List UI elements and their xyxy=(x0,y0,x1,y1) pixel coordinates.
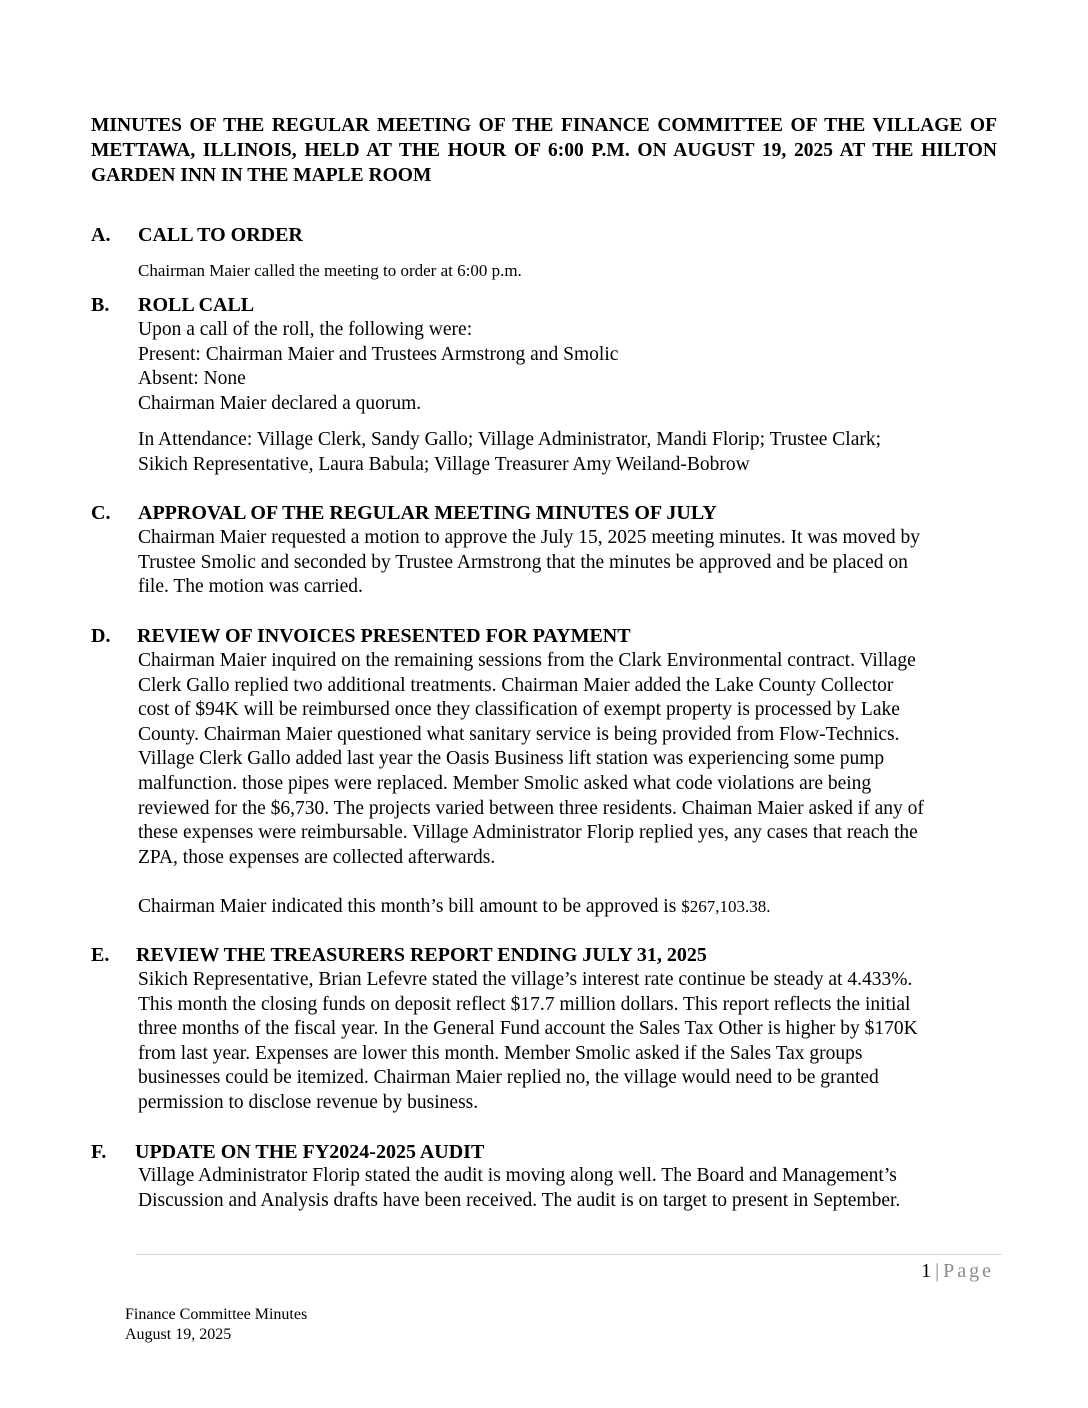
page-number xyxy=(921,1258,994,1284)
text-line: County. Chairman Maier questioned what sanitary service is being provided from Flow-Technics. xyxy=(138,723,900,745)
document-title: MINUTES OF THE REGULAR MEETING OF THE FINANCE COMMITTEE OF THE VILLAGE OF METTAWA, ILLINOIS, HELD AT THE HOUR OF 6:00 P.M. ON AUGUST 19, 2025 AT THE HILTON GARDEN INN IN THE MAPLE ROOM xyxy=(91,115,997,186)
bill-text: Chairman Maier indicated this month’s bill amount to be approved is xyxy=(138,896,682,917)
text-line: Chairman Maier requested a motion to approve the July 15, 2025 meeting minutes. It was moved by xyxy=(138,527,920,548)
text-line: Absent: None xyxy=(138,368,246,390)
section-c-heading: APPROVAL OF THE REGULAR MEETING MINUTES OF JULY xyxy=(138,502,717,524)
page-separator: | xyxy=(935,1260,940,1282)
text-line: Upon a call of the roll, the following were: xyxy=(138,319,473,340)
section-c-body xyxy=(138,526,1008,600)
text-line: from last year. Expenses are lower this month. Member Smolic asked if the Sales Tax groups xyxy=(138,1042,863,1064)
text-line: Sikich Representative, Brian Lefevre stated the village’s interest rate continue be steady at 4.433%. xyxy=(138,969,913,990)
text-line: Chairman Maier inquired on the remaining sessions from the Clark Environmental contract. Village xyxy=(138,650,916,671)
section-b-body xyxy=(138,318,1008,416)
text-line: Chairman Maier declared a quorum. xyxy=(138,392,422,414)
section-a-heading: CALL TO ORDER xyxy=(138,224,303,246)
text-line: Village Clerk Gallo added last year the Oasis Business lift station was experiencing some pump xyxy=(138,748,885,770)
text-line: Village Administrator Florip stated the audit is moving along well. The Board and Management’s xyxy=(138,1165,897,1186)
section-d-letter: D. xyxy=(91,625,111,647)
section-f-letter: F. xyxy=(91,1141,107,1163)
attendance-paragraph xyxy=(138,428,1008,477)
section-e-heading: REVIEW THE TREASURERS REPORT ENDING JULY 31, 2025 xyxy=(136,944,707,966)
text-line: This month the closing funds on deposit reflect $17.7 million dollars. This report reflects the initial xyxy=(138,993,911,1015)
page-footer xyxy=(125,1305,307,1345)
text-line: Sikich Representative, Laura Babula; Village Treasurer Amy Weiland-Bobrow xyxy=(138,453,750,475)
section-f-body xyxy=(138,1164,1008,1213)
section-f-heading: UPDATE ON THE FY2024-2025 AUDIT xyxy=(135,1141,485,1163)
footer-title: Finance Committee Minutes xyxy=(125,1306,308,1323)
bill-amount-line xyxy=(138,895,1008,920)
section-a-body xyxy=(138,259,1008,284)
footer-date: August 19, 2025 xyxy=(125,1326,232,1343)
section-b-heading: ROLL CALL xyxy=(138,294,255,316)
page-number-value: 1 xyxy=(921,1260,932,1282)
section-a-letter: A. xyxy=(91,224,111,246)
text-line: Clerk Gallo replied two additional treatments. Chairman Maier added the Lake County Collector xyxy=(138,674,894,696)
section-c-letter: C. xyxy=(91,502,111,524)
section-b-letter: B. xyxy=(91,294,110,316)
text-line: permission to disclose revenue by business. xyxy=(138,1091,479,1113)
text-line: file. The motion was carried. xyxy=(138,576,363,598)
text-line: Trustee Smolic and seconded by Trustee Armstrong that the minutes be approved and be placed on xyxy=(138,551,908,573)
text-line: Chairman Maier called the meeting to order at 6:00 p.m. xyxy=(138,261,522,280)
text-line: malfunction. those pipes were replaced. Member Smolic asked what code violations are being xyxy=(138,772,872,794)
text-line: cost of $94K will be reimbursed once they classification of exempt property is processed by Lake xyxy=(138,699,900,721)
section-e-letter: E. xyxy=(91,944,110,966)
section-d-heading: REVIEW OF INVOICES PRESENTED FOR PAYMENT xyxy=(137,625,631,647)
section-e-body xyxy=(138,968,1008,1116)
text-line: Present: Chairman Maier and Trustees Armstrong and Smolic xyxy=(138,343,619,365)
bill-amount: $267,103.38. xyxy=(681,897,771,916)
text-line: ZPA, those expenses are collected afterwards. xyxy=(138,846,496,868)
text-line: these expenses were reimbursable. Village Administrator Florip replied yes, any cases that reach the xyxy=(138,822,918,844)
text-line: three months of the fiscal year. In the General Fund account the Sales Tax Other is higher by $170K xyxy=(138,1018,918,1040)
section-d-body xyxy=(138,649,1008,870)
page-label: Page xyxy=(943,1260,994,1282)
text-line: businesses could be itemized. Chairman Maier replied no, the village would need to be granted xyxy=(138,1067,879,1089)
text-line: reviewed for the $6,730. The projects varied between three residents. Chaiman Maier asked if any of xyxy=(138,797,924,819)
text-line: In Attendance: Village Clerk, Sandy Gallo; Village Administrator, Mandi Florip; Trustee Clark; xyxy=(138,429,882,450)
text-line: Discussion and Analysis drafts have been received. The audit is on target to present in September. xyxy=(138,1189,901,1211)
footer-divider xyxy=(136,1254,1002,1255)
